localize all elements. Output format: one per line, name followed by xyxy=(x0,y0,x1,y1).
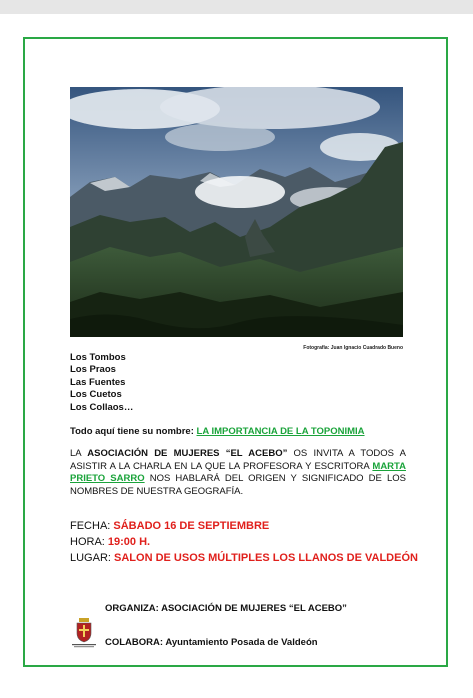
place-name: Los Praos xyxy=(70,364,116,376)
time-value: 19:00 H. xyxy=(107,536,151,549)
photo-credit: Fotografía: Juan Ignacio Cuadrado Bueno xyxy=(303,345,403,351)
time-row xyxy=(70,534,418,550)
event-details xyxy=(70,518,418,567)
talk-title: LA IMPORTANCIA DE LA TOPONIMIA xyxy=(196,426,365,437)
municipal-coat-of-arms-icon xyxy=(70,618,98,648)
place-row xyxy=(70,550,418,566)
invitation-text: NOS HABLARÁ DEL ORIGEN Y SIGNIFICADO DE LOS NOMBRES DE NUESTRA GEOGRAFÍA. xyxy=(70,473,406,497)
place-label: LUGAR: xyxy=(70,552,115,565)
date-label: FECHA: xyxy=(70,520,114,532)
collaborator-line: COLABORA: Ayuntamiento Posada de Valdeón xyxy=(105,637,318,648)
organizer-line: ORGANIZA: ASOCIACIÓN DE MUJERES “EL ACEBO” xyxy=(105,603,347,614)
mountain-photo xyxy=(70,87,403,337)
date-row xyxy=(70,518,418,534)
invitation-text: LA xyxy=(70,448,88,459)
place-name: Los Cuetos xyxy=(70,389,122,401)
invitation-text: OS INVITA A TODOS A ASISTIR A LA CHARLA EN LA QUE LA PROFESORA Y ESCRITORA xyxy=(70,448,406,472)
tagline-colon: : xyxy=(190,426,197,437)
association-name: ASOCIACIÓN DE MUJERES “EL ACEBO” xyxy=(87,448,288,459)
place-value: SALON DE USOS MÚLTIPLES LOS LLANOS DE VALDEÓN xyxy=(114,552,418,565)
time-label: HORA: xyxy=(70,536,108,549)
place-name: Los Collaos… xyxy=(70,401,134,413)
tagline xyxy=(70,426,365,437)
date-value: SÁBADO 16 DE SEPTIEMBRE xyxy=(113,520,270,532)
place-name: Los Tombos xyxy=(70,352,126,363)
speaker-name: MARTA PRIETO SARRO xyxy=(70,460,406,485)
tagline-lead: Todo aquí tiene su nombre xyxy=(70,426,191,437)
invitation-paragraph xyxy=(70,448,406,498)
place-name-list xyxy=(70,352,133,414)
place-name: Las Fuentes xyxy=(70,376,126,388)
